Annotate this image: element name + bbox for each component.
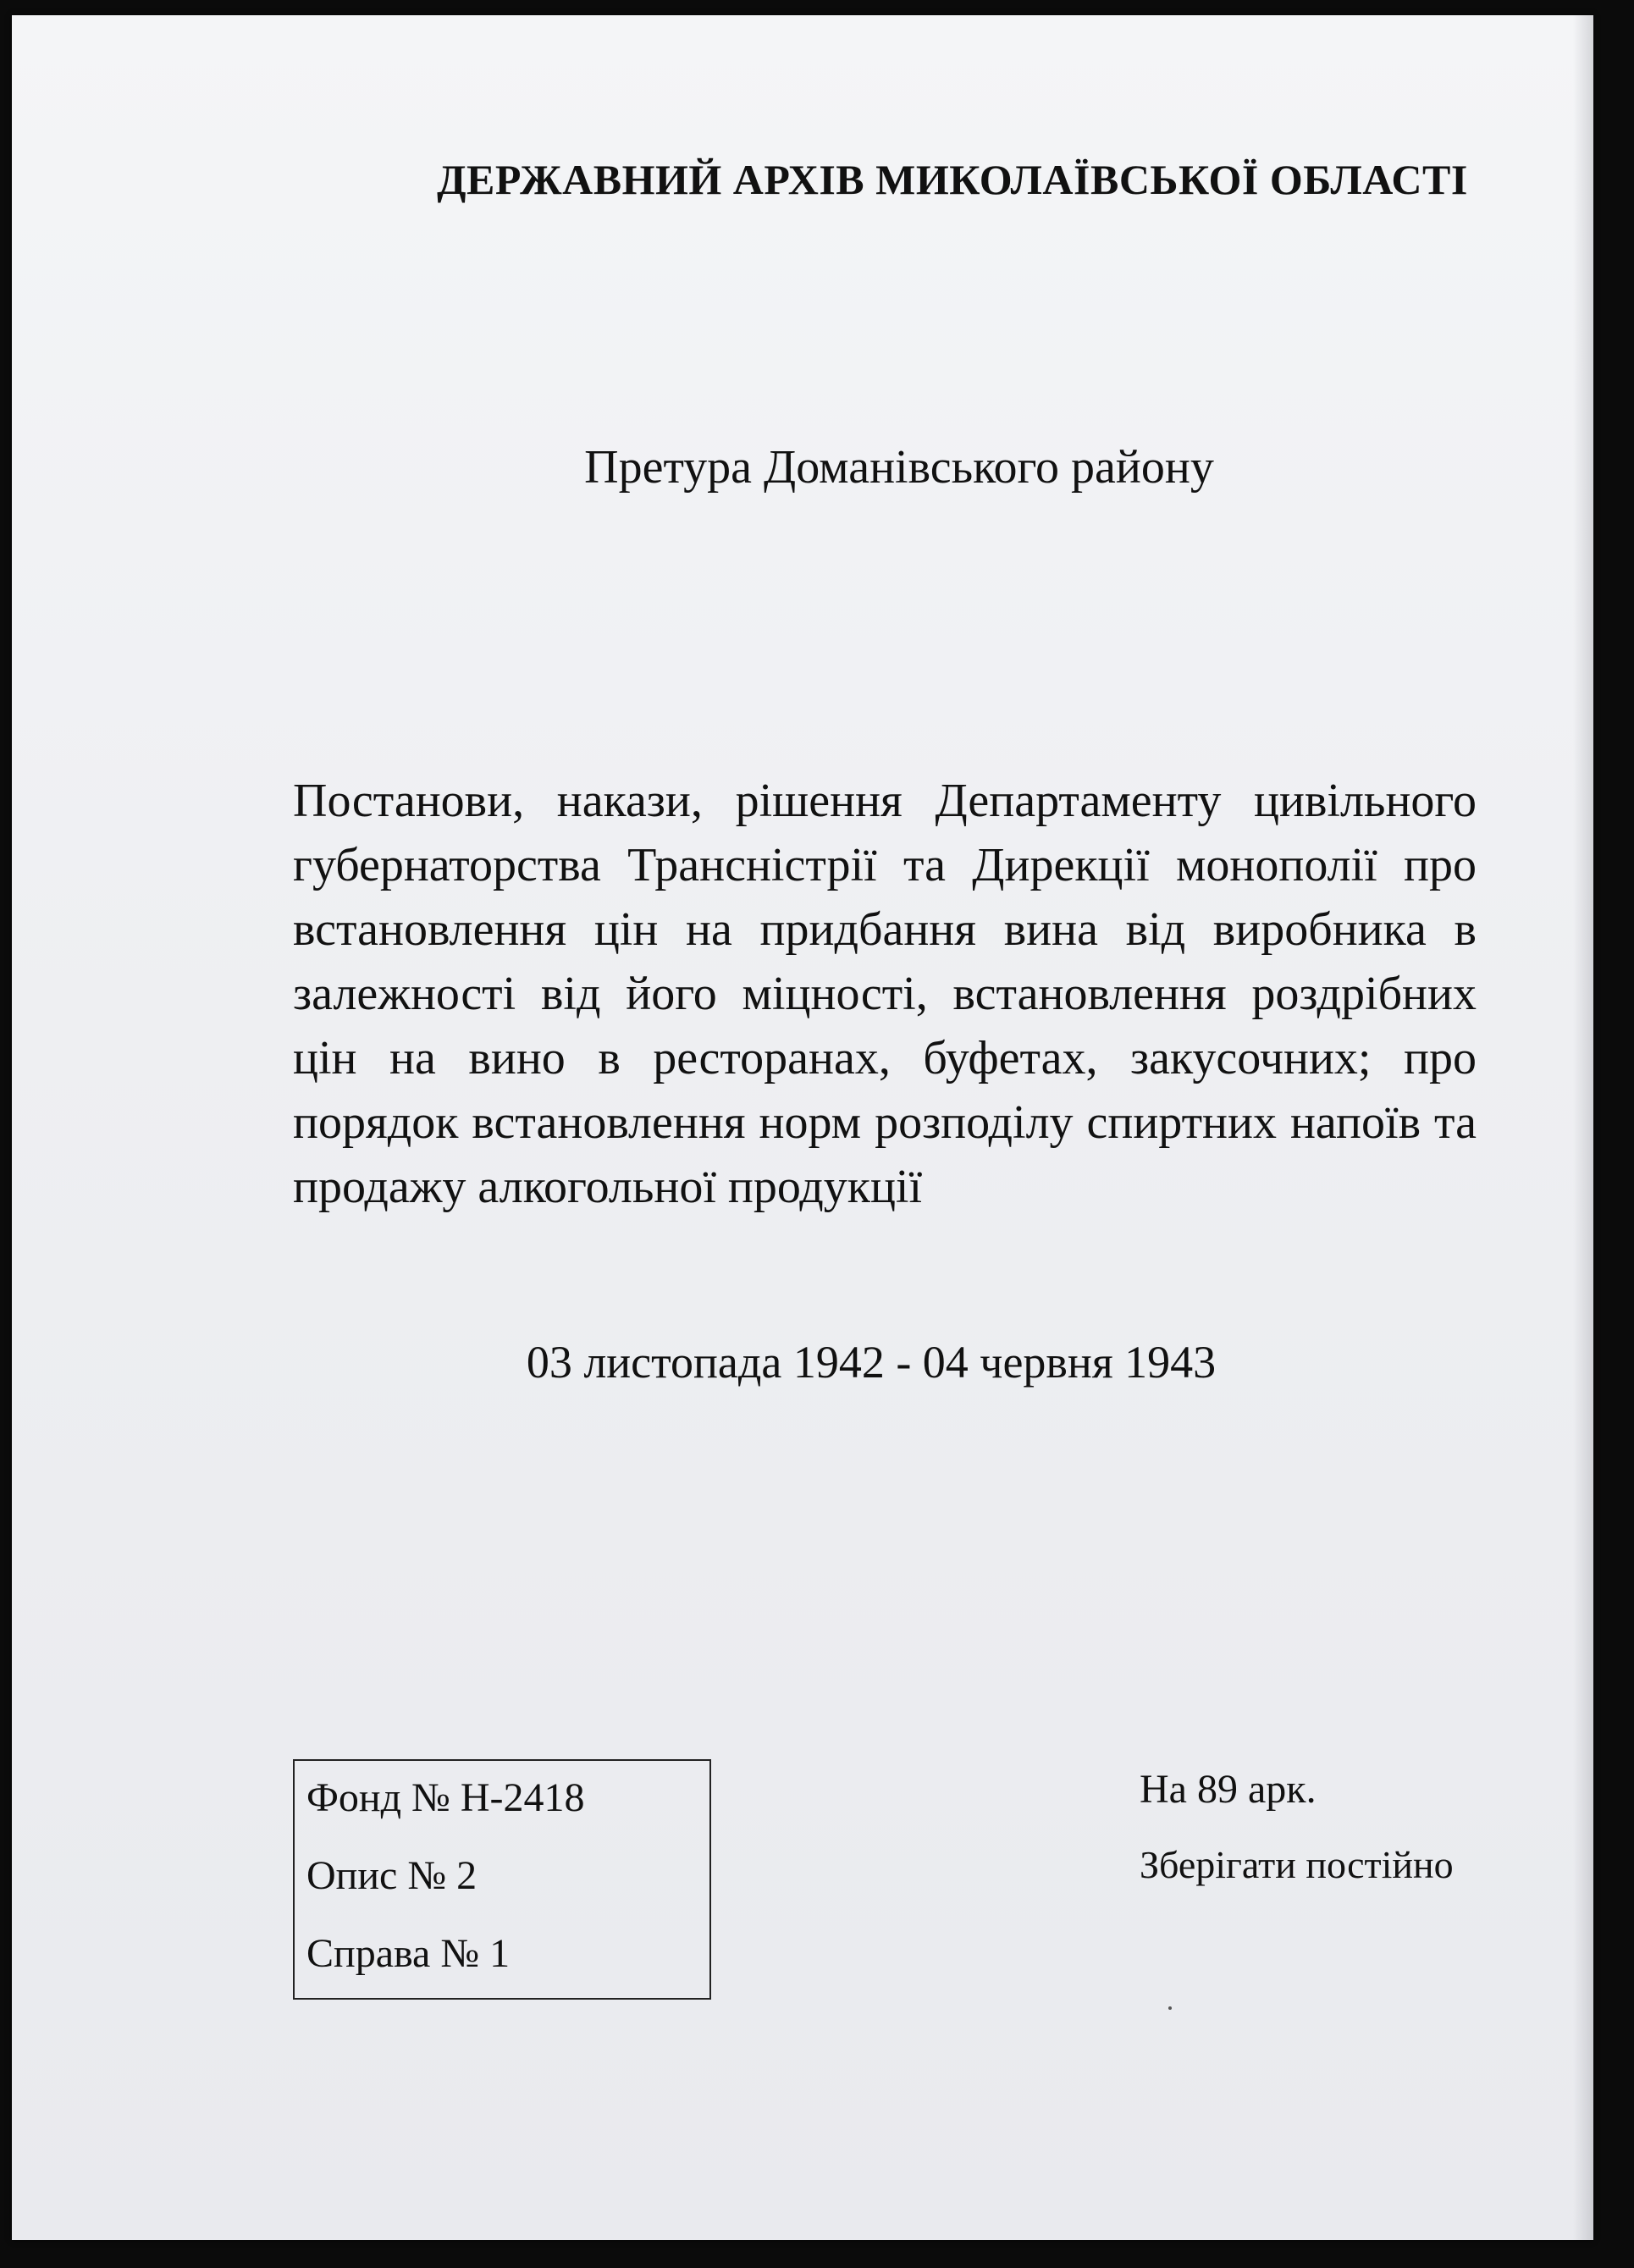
paper-speck	[1168, 2006, 1172, 2010]
institution-name: Претура Доманівського району	[584, 441, 1214, 494]
date-range: 03 листопада 1942 - 04 червня 1943	[526, 1337, 1217, 1388]
storage-term: Зберігати постійно	[1140, 1843, 1454, 1886]
sheets-count: На 89 арк.	[1140, 1767, 1317, 1812]
fund-box	[293, 1759, 711, 2000]
fund-number: Фонд № Н-2418	[306, 1775, 585, 1820]
archive-title: ДЕРЖАВНИЙ АРХІВ МИКОЛАЇВСЬКОЇ ОБЛАСТІ	[437, 156, 1468, 203]
inventory-number: Опис № 2	[306, 1853, 478, 1898]
document-sheet	[12, 15, 1593, 2240]
sheet-edge-shadow	[1573, 15, 1593, 2240]
file-number: Справа № 1	[306, 1931, 511, 1976]
file-description: Постанови, накази, рішення Департаменту цивільного губернаторства Трансністрії та Дирекції монополії про встановлення цін на придбання вина від виробника в залежності від його міцності, встановлення роздрібних цін на вино в ресторанах, буфетах, закусочних; про порядок встановлення норм розподілу спиртних напоїв та продажу алкогольної продукції	[293, 775, 1477, 1213]
